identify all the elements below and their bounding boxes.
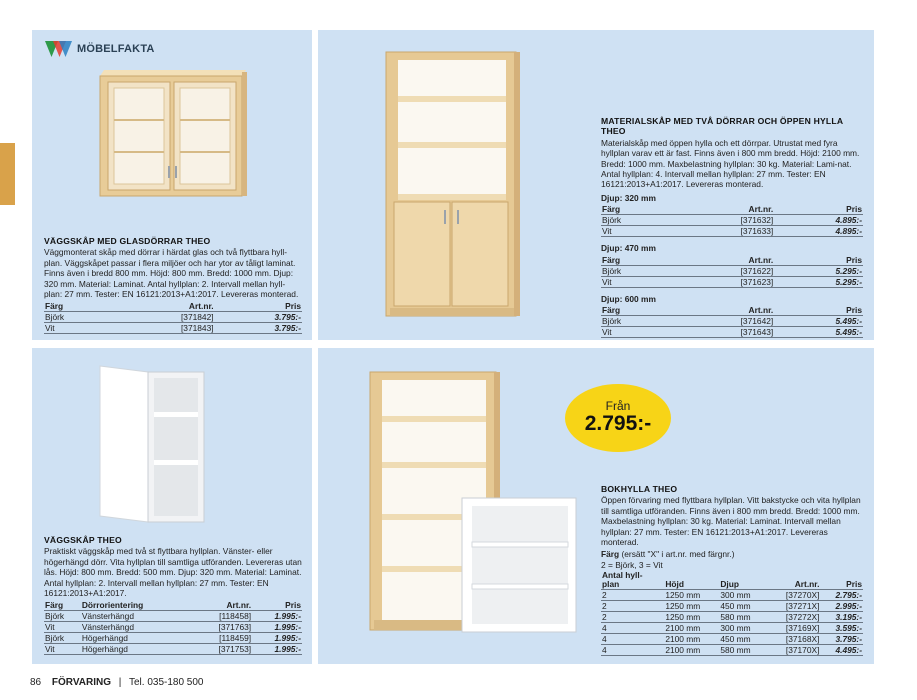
header-art: Art.nr. bbox=[109, 301, 215, 312]
table-row: 4 2100 mm 300 mm [37169X] 3.595:- bbox=[602, 623, 862, 634]
bookshelf-title: BOKHYLLA THEO bbox=[601, 484, 678, 494]
section-name: FÖRVARING bbox=[51, 677, 111, 688]
page-footer bbox=[30, 677, 204, 688]
bookshelf-color-codes: 2 = Björk, 3 = Vit bbox=[601, 559, 663, 570]
table-row: Björk [371642] 5.495:- bbox=[602, 316, 862, 327]
table-row: Vit [371643] 5.495:- bbox=[602, 327, 862, 338]
table-row: Vit Högerhängd [371753] 1.995:- bbox=[45, 644, 301, 655]
wall-cabinet-title: VÄGGSKÅP THEO bbox=[44, 535, 122, 545]
table-row: 4 2100 mm 580 mm [37170X] 4.495:- bbox=[602, 645, 862, 656]
depth-label: Djup: 470 mm bbox=[601, 243, 656, 254]
glass-cabinet-price-table bbox=[44, 301, 302, 334]
price-badge bbox=[565, 384, 671, 452]
table-row: Vit [371633] 4.895:- bbox=[602, 226, 862, 237]
table-row: Björk [371632] 4.895:- bbox=[602, 215, 862, 226]
table-row: Björk Vänsterhängd [118458] 1.995:- bbox=[45, 611, 301, 622]
material-cabinet-description: Materialskåp med öppen hylla och ett dörrpar. Utrustat med fyra hyllplan varav ett är fast. Finns även i 800 mm bredd. Höjd: 2100 mm. Bredd: 1000 mm. Maxbelastning hyllplan: 30 kg. Material: Lami-nat. Antal hyllplan: 4. Intervall mellan hyllplan: 27 mm. Tester: EN 16121:2013+A1:2017. Levereras monterad. bbox=[601, 137, 860, 190]
table-row: Vit [371623] 5.295:- bbox=[602, 276, 862, 287]
badge-from-label: Från bbox=[605, 399, 631, 413]
material-cabinet-table-470: Färg Art.nr. Pris Björk [371622] 5.295:- Vit [371623] 5.295:- bbox=[602, 254, 862, 287]
wall-cabinet-image bbox=[98, 364, 208, 524]
footer-separator: | bbox=[118, 677, 122, 688]
table-row: Björk [371842] 3.795:- bbox=[45, 312, 301, 323]
table-row: 2 1250 mm 450 mm [37271X] 2.995:- bbox=[602, 601, 862, 612]
header-price: Pris bbox=[215, 301, 302, 312]
table-row: Björk Högerhängd [118459] 1.995:- bbox=[45, 633, 301, 644]
glass-cabinet-image bbox=[96, 70, 248, 200]
bookshelf-image bbox=[366, 370, 586, 640]
glass-cabinet-info bbox=[44, 236, 302, 334]
bookshelf-description: Öppen förvaring med flyttbara hyllplan. Vitt bakstycke och vita hyllplan till samtliga utföranden. Finns även i 800 mm bredd. Bredd: 1000 mm. Maxbelastning hyllplan: 30 kg. Material: Laminat. Intervall mellan hyllplan: 27 mm. Tester: EN 16121:2013+A1:2017. Levereras monterad. bbox=[601, 495, 861, 548]
bookshelf-info bbox=[601, 484, 863, 656]
section-tab-marker bbox=[0, 143, 15, 205]
table-row: 4 2100 mm 450 mm [37168X] 3.795:- bbox=[602, 634, 862, 645]
table-row: Björk [371622] 5.295:- bbox=[602, 265, 862, 276]
glass-cabinet-title: VÄGGSKÅP MED GLASDÖRRAR THEO bbox=[44, 236, 211, 246]
brand-header bbox=[45, 39, 155, 59]
bookshelf-color-note: Färg (ersätt "X" i art.nr. med färgnr.) bbox=[601, 549, 735, 560]
brand-label: MÖBELFAKTA bbox=[77, 43, 155, 55]
wall-cabinet-info bbox=[44, 535, 302, 655]
wall-cabinet-price-table: Färg Dörrorientering Art.nr. Pris Björk Vänsterhängd [118458] 1.995:- Vit Vänsterhängd [371763] 1.995:- Björk Högerhängd [118459] 1.995:- Vit Högerhängd [371753] 1.995:- bbox=[45, 600, 301, 655]
footer-phone: Tel. 035-180 500 bbox=[128, 677, 204, 688]
badge-price: 2.795:- bbox=[584, 412, 652, 435]
table-row: 2 1250 mm 300 mm [37270X] 2.795:- bbox=[602, 590, 862, 601]
wall-cabinet-description: Praktiskt väggskåp med två st flyttbara hyllplan. Vänster- eller högerhängd dörr. Vita hyllplan till samtliga utföranden. Levereras utan lås. Höjd: 800 mm. Bredd: 500 mm. Djup: 320 mm. Material: Laminat. Antal hyllplan: 2. Intervall mellan hyllplan: 27 mm. Tester: EN 16121:2013+A1:2017. bbox=[44, 546, 302, 599]
depth-label: Djup: 600 mm bbox=[601, 293, 656, 304]
material-cabinet-table-600: Färg Art.nr. Pris Björk [371642] 5.495:- Vit [371643] 5.495:- bbox=[602, 305, 862, 338]
bookshelf-price-table: Antal hyll- plan Höjd Djup Art.nr. Pris 2 1250 mm 300 mm [37270X] 2.795:- 2 1250 mm 450 mm [37271X] 2.995:- 2 1250 mm 580 mm [37272X] 3.195:- 4 2100 mm 300 mm [37169X] 3.595:- 4 2100 mm 450 mm [37168X] 3.795:- 4 2100 mm 580 mm [37170X] 4.495:- bbox=[602, 570, 862, 656]
table-row: Vit Vänsterhängd [371763] 1.995:- bbox=[45, 622, 301, 633]
header-color: Färg bbox=[44, 301, 109, 312]
page-number: 86 bbox=[30, 677, 42, 688]
table-row: Vit [371843] 3.795:- bbox=[45, 323, 301, 334]
glass-cabinet-description: Väggmonterat skåp med dörrar i härdat glas och två flyttbara hyll-plan. Väggskåpet passar i flera miljöer och har ytor av tåligt laminat. Finns även i bredd 800 mm. Höjd: 800 mm. Bredd: 1000 mm. Djup: 320 mm. Material: Laminat. Antal hyllplan: 2. Intervall mellan hyll-plan: 27 mm. Tester: EN 16121:2013+A1:2017. Levereras monterad. bbox=[44, 247, 299, 300]
material-cabinet-image bbox=[382, 50, 522, 320]
material-cabinet-table-320: Färg Art.nr. Pris Björk [371632] 4.895:- Vit [371633] 4.895:- bbox=[602, 204, 862, 237]
table-row: 2 1250 mm 580 mm [37272X] 3.195:- bbox=[602, 612, 862, 623]
material-cabinet-info bbox=[601, 116, 863, 338]
mobelfakta-logo-icon bbox=[45, 39, 72, 59]
material-cabinet-title: MATERIALSKÅP MED TVÅ DÖRRAR OCH ÖPPEN HYLLA THEO bbox=[601, 116, 843, 137]
depth-label: Djup: 320 mm bbox=[601, 192, 656, 203]
